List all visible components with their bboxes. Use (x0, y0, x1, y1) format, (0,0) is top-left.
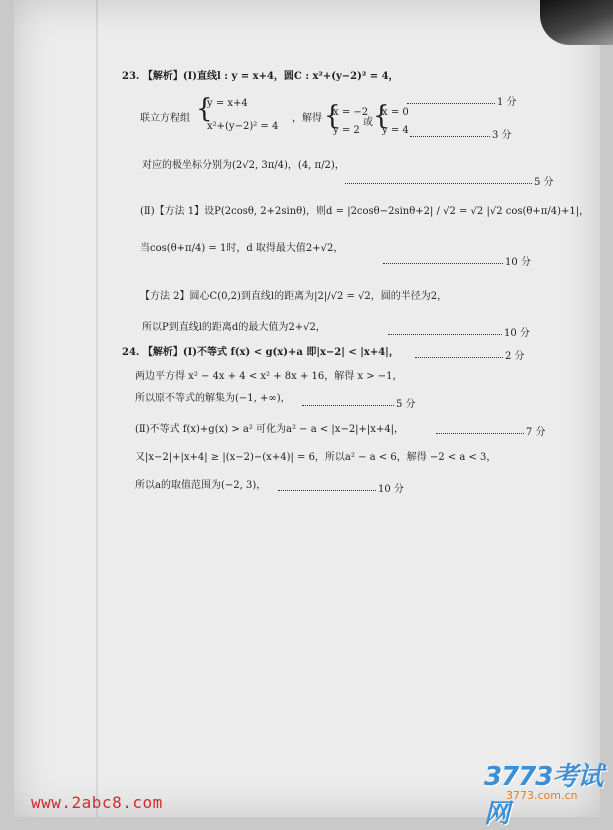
leader-dots (345, 183, 532, 184)
leader-dots (407, 103, 495, 104)
solution-brace-2: { (373, 101, 390, 131)
leader-dots (415, 357, 503, 358)
q23-sol2-line1: x = 0 (382, 107, 409, 118)
q23-method2-line: 【方法 2】圆心C(0,2)到直线l的距离为|2|/√2 = √2，圆的半径为2， (140, 291, 448, 302)
q24-score-3: 7 分 (526, 427, 546, 438)
q24-line5: 又|x−2|+|x+4| ≥ |(x−2)−(x+4)| = 6，所以a² − a < 6，解得 −2 < a < 3， (135, 452, 497, 463)
q24-score-2: 5 分 (396, 399, 416, 410)
q23-score-1: 1 分 (497, 97, 517, 108)
leader-dots (388, 334, 502, 335)
paper-fold (96, 0, 98, 817)
q24-line2: 两边平方得 x² − 4x + 4 < x² + 8x + 16，解得 x > −1， (135, 371, 403, 382)
leader-dots (383, 263, 503, 264)
watermark-logo-url: 3773.com.cn (506, 789, 578, 802)
q24-score-4: 10 分 (378, 484, 404, 495)
q23-system-eq1: y = x+4 (207, 98, 248, 109)
q23-method2-conclusion: 所以P到直线l的距离d的最大值为2+√2， (142, 322, 326, 333)
solution-brace-1: { (324, 101, 341, 131)
q23-sol1-line2: y = 2 (333, 125, 360, 136)
q23-polar-line: 对应的极坐标分别为(2√2, 3π/4)，(4, π/2)， (142, 160, 345, 171)
q23-sol1-line1: x = −2 (333, 107, 369, 118)
scan-shadow-corner (540, 0, 613, 45)
q23-score-5: 10 分 (504, 328, 530, 339)
system-brace: { (196, 94, 213, 124)
leader-dots (278, 490, 376, 491)
leader-dots (410, 136, 490, 137)
q23-method1-condition: 当cos(θ+π/4) = 1时，d 取得最大值2+√2， (140, 243, 344, 254)
watermark-left-url: www.2abc8.com (31, 793, 163, 812)
leader-dots (302, 405, 394, 406)
q23-system-prefix: 联立方程组 (140, 113, 190, 124)
q23-header: 23. 【解析】(Ⅰ)直线l : y = x+4，圆C : x²+(y−2)² = 4， (122, 71, 399, 82)
q23-system-eq2: x²+(y−2)² = 4 (207, 121, 279, 132)
q24-line3: 所以原不等式的解集为(−1, +∞)， (135, 393, 291, 404)
q23-score-3: 5 分 (534, 177, 554, 188)
q23-solve-word: ，解得 (292, 113, 322, 124)
q23-sol2-line2: y = 4 (382, 125, 409, 136)
q24-score-1: 2 分 (505, 351, 525, 362)
q23-score-2: 3 分 (492, 130, 512, 141)
q23-score-4: 10 分 (505, 257, 531, 268)
leader-dots (436, 433, 524, 434)
q24-line6: 所以a的取值范围为(−2, 3)， (135, 480, 267, 491)
q23-or-word: 或 (363, 117, 373, 128)
q24-line4: (Ⅱ)不等式 f(x)+g(x) > a² 可化为a² − a < |x−2|+|x+4|， (135, 424, 405, 435)
watermark-logo: 3773考试网 (484, 762, 603, 829)
q23-method1-line: (Ⅱ)【方法 1】设P(2cosθ, 2+2sinθ)，则d = |2cosθ−2sinθ+2| / √2 = √2 |√2 cos(θ+π/4)+1|， (140, 206, 590, 217)
q24-header: 24. 【解析】(Ⅰ)不等式 f(x) < g(x)+a 即|x−2| < |x+4|， (122, 347, 399, 358)
